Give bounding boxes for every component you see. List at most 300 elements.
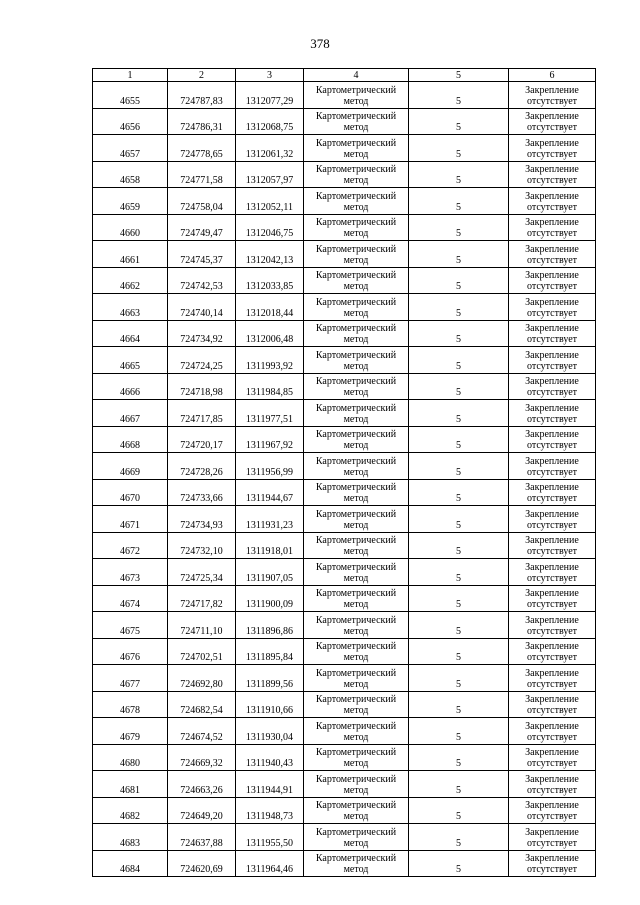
accuracy-cell: 5 [409, 294, 509, 321]
fixing-line: отсутствует [526, 413, 578, 425]
method-line: Картометрический [315, 349, 397, 361]
point-number-cell: 4677 [93, 665, 168, 692]
accuracy-cell: 5 [409, 744, 509, 771]
method-line: метод [343, 360, 369, 372]
y-coordinate-cell: 1311967,92 [236, 426, 304, 453]
accuracy-cell: 5 [409, 824, 509, 851]
x-coordinate-cell: 724711,10 [168, 612, 236, 639]
accuracy-cell: 5 [409, 506, 509, 533]
method-cell [304, 744, 409, 771]
accuracy-cell: 5 [409, 665, 509, 692]
x-coordinate-cell: 724720,17 [168, 426, 236, 453]
x-coordinate-cell: 724663,26 [168, 771, 236, 798]
method-line: Картометрический [315, 641, 397, 652]
point-number-cell: 4673 [93, 559, 168, 586]
method-line: метод [343, 546, 369, 557]
y-coordinate-cell: 1311896,86 [236, 612, 304, 639]
accuracy-cell: 5 [409, 718, 509, 745]
fixing-line: Закрепление [525, 376, 579, 387]
method-cell [304, 320, 409, 347]
method-cell [304, 82, 409, 109]
fixing-cell [509, 108, 596, 135]
table-row [93, 373, 596, 400]
point-number-cell: 4681 [93, 771, 168, 798]
accuracy-cell: 5 [409, 585, 509, 612]
method-line: Картометрический [315, 402, 397, 414]
point-number-cell: 4670 [93, 479, 168, 506]
fixing-line: отсутствует [526, 758, 578, 769]
method-cell [304, 797, 409, 824]
point-number-cell: 4680 [93, 744, 168, 771]
fixing-line: отсутствует [526, 625, 578, 637]
x-coordinate-cell: 724771,58 [168, 161, 236, 188]
fixing-line: отсутствует [526, 784, 578, 796]
y-coordinate-cell: 1311930,04 [236, 718, 304, 745]
method-line: Картометрический [315, 720, 397, 732]
method-cell [304, 400, 409, 427]
x-coordinate-cell: 724692,80 [168, 665, 236, 692]
fixing-line: Закрепление [525, 614, 579, 626]
x-coordinate-cell: 724728,26 [168, 453, 236, 480]
point-number-cell: 4676 [93, 638, 168, 665]
point-number-cell: 4671 [93, 506, 168, 533]
table-row [93, 241, 596, 268]
point-number-cell: 4682 [93, 797, 168, 824]
table-row [93, 612, 596, 639]
y-coordinate-cell: 1311910,66 [236, 691, 304, 718]
method-line: метод [343, 625, 369, 637]
method-line: Картометрический [315, 694, 397, 705]
method-line: Картометрический [315, 323, 397, 334]
fixing-line: отсутствует [526, 360, 578, 372]
y-coordinate-cell: 1312061,32 [236, 135, 304, 162]
accuracy-cell: 5 [409, 135, 509, 162]
method-line: метод [343, 466, 369, 478]
fixing-line: Закрепление [525, 349, 579, 361]
accuracy-cell: 5 [409, 850, 509, 877]
coordinates-table [92, 68, 596, 877]
method-line: метод [343, 95, 369, 107]
method-line: метод [343, 334, 369, 345]
method-line: метод [343, 175, 369, 186]
accuracy-cell: 5 [409, 214, 509, 241]
table-row [93, 771, 596, 798]
point-number-cell: 4656 [93, 108, 168, 135]
fixing-line: Закрепление [525, 455, 579, 467]
x-coordinate-cell: 724745,37 [168, 241, 236, 268]
point-number-cell: 4675 [93, 612, 168, 639]
fixing-line: Закрепление [525, 694, 579, 705]
fixing-cell [509, 294, 596, 321]
fixing-line: Закрепление [525, 429, 579, 440]
method-line: Картометрический [315, 535, 397, 546]
table-row [93, 214, 596, 241]
fixing-line: отсутствует [526, 148, 578, 160]
fixing-cell [509, 638, 596, 665]
point-number-cell: 4667 [93, 400, 168, 427]
method-cell [304, 665, 409, 692]
x-coordinate-cell: 724742,53 [168, 267, 236, 294]
method-cell [304, 532, 409, 559]
method-line: Картометрический [315, 376, 397, 387]
fixing-line: Закрепление [525, 270, 579, 281]
fixing-line: отсутствует [526, 519, 578, 531]
method-cell [304, 214, 409, 241]
x-coordinate-cell: 724749,47 [168, 214, 236, 241]
y-coordinate-cell: 1311955,50 [236, 824, 304, 851]
method-line: метод [343, 148, 369, 160]
method-line: метод [343, 281, 369, 292]
method-line: метод [343, 758, 369, 769]
fixing-cell [509, 612, 596, 639]
fixing-line: Закрепление [525, 667, 579, 679]
method-cell [304, 241, 409, 268]
method-line: метод [343, 122, 369, 133]
method-cell [304, 108, 409, 135]
fixing-cell [509, 718, 596, 745]
x-coordinate-cell: 724674,52 [168, 718, 236, 745]
method-line: метод [343, 652, 369, 663]
method-line: Картометрический [315, 800, 397, 811]
table-row [93, 82, 596, 109]
fixing-line: отсутствует [526, 546, 578, 557]
accuracy-cell: 5 [409, 426, 509, 453]
method-line: Картометрический [315, 455, 397, 467]
x-coordinate-cell: 724682,54 [168, 691, 236, 718]
y-coordinate-cell: 1311895,84 [236, 638, 304, 665]
method-line: метод [343, 572, 369, 584]
table-row [93, 135, 596, 162]
table-row [93, 347, 596, 374]
y-coordinate-cell: 1312018,44 [236, 294, 304, 321]
fixing-line: отсутствует [526, 652, 578, 663]
accuracy-cell: 5 [409, 691, 509, 718]
fixing-cell [509, 267, 596, 294]
fixing-line: Закрепление [525, 641, 579, 652]
table-header-row [93, 69, 596, 82]
method-line: метод [343, 599, 369, 610]
fixing-line: отсутствует [526, 837, 578, 849]
fixing-cell [509, 214, 596, 241]
y-coordinate-cell: 1312068,75 [236, 108, 304, 135]
point-number-cell: 4655 [93, 82, 168, 109]
x-coordinate-cell: 724620,69 [168, 850, 236, 877]
table-row [93, 400, 596, 427]
table-row [93, 797, 596, 824]
accuracy-cell: 5 [409, 267, 509, 294]
accuracy-cell: 5 [409, 373, 509, 400]
method-cell [304, 850, 409, 877]
method-line: метод [343, 811, 369, 822]
fixing-line: отсутствует [526, 175, 578, 186]
page-number: 378 [310, 36, 330, 51]
fixing-cell [509, 426, 596, 453]
column-header-1: 1 [93, 69, 168, 82]
method-line: метод [343, 387, 369, 398]
fixing-line: отсутствует [526, 811, 578, 822]
table-row [93, 691, 596, 718]
point-number-cell: 4662 [93, 267, 168, 294]
method-cell [304, 612, 409, 639]
y-coordinate-cell: 1312077,29 [236, 82, 304, 109]
accuracy-cell: 5 [409, 320, 509, 347]
table-row [93, 453, 596, 480]
fixing-cell [509, 532, 596, 559]
point-number-cell: 4660 [93, 214, 168, 241]
method-cell [304, 691, 409, 718]
fixing-cell [509, 400, 596, 427]
method-cell [304, 771, 409, 798]
method-cell [304, 135, 409, 162]
fixing-line: отсутствует [526, 705, 578, 716]
method-line: Картометрический [315, 217, 397, 228]
fixing-line: Закрепление [525, 720, 579, 732]
column-header-4: 4 [304, 69, 409, 82]
method-line: Картометрический [315, 508, 397, 520]
point-number-cell: 4672 [93, 532, 168, 559]
method-cell [304, 453, 409, 480]
point-number-cell: 4663 [93, 294, 168, 321]
y-coordinate-cell: 1311940,43 [236, 744, 304, 771]
fixing-cell [509, 797, 596, 824]
method-line: метод [343, 864, 369, 875]
y-coordinate-cell: 1311918,01 [236, 532, 304, 559]
fixing-cell [509, 135, 596, 162]
fixing-line: Закрепление [525, 402, 579, 414]
point-number-cell: 4659 [93, 188, 168, 215]
fixing-line: отсутствует [526, 95, 578, 107]
method-line: метод [343, 731, 369, 743]
accuracy-cell: 5 [409, 771, 509, 798]
fixing-line: отсутствует [526, 201, 578, 213]
fixing-line: Закрепление [525, 482, 579, 493]
method-line: метод [343, 307, 369, 319]
accuracy-cell: 5 [409, 400, 509, 427]
fixing-line: отсутствует [526, 387, 578, 398]
fixing-line: отсутствует [526, 440, 578, 451]
x-coordinate-cell: 724733,66 [168, 479, 236, 506]
method-line: Картометрический [315, 588, 397, 599]
fixing-line: отсутствует [526, 864, 578, 875]
x-coordinate-cell: 724786,31 [168, 108, 236, 135]
x-coordinate-cell: 724718,98 [168, 373, 236, 400]
x-coordinate-cell: 724734,92 [168, 320, 236, 347]
x-coordinate-cell: 724637,88 [168, 824, 236, 851]
method-line: метод [343, 705, 369, 716]
method-line: Картометрический [315, 164, 397, 175]
x-coordinate-cell: 724649,20 [168, 797, 236, 824]
point-number-cell: 4684 [93, 850, 168, 877]
table-row [93, 108, 596, 135]
x-coordinate-cell: 724778,65 [168, 135, 236, 162]
method-cell [304, 638, 409, 665]
table-row [93, 320, 596, 347]
method-line: Картометрический [315, 270, 397, 281]
method-cell [304, 824, 409, 851]
point-number-cell: 4674 [93, 585, 168, 612]
method-cell [304, 479, 409, 506]
y-coordinate-cell: 1311900,09 [236, 585, 304, 612]
fixing-line: Закрепление [525, 243, 579, 255]
x-coordinate-cell: 724787,83 [168, 82, 236, 109]
x-coordinate-cell: 724717,85 [168, 400, 236, 427]
fixing-line: Закрепление [525, 508, 579, 520]
fixing-line: Закрепление [525, 747, 579, 758]
column-header-5: 5 [409, 69, 509, 82]
fixing-cell [509, 188, 596, 215]
method-line: Картометрический [315, 826, 397, 838]
fixing-line: Закрепление [525, 561, 579, 573]
fixing-cell [509, 479, 596, 506]
fixing-line: Закрепление [525, 164, 579, 175]
fixing-line: Закрепление [525, 588, 579, 599]
point-number-cell: 4679 [93, 718, 168, 745]
fixing-line: отсутствует [526, 493, 578, 504]
point-number-cell: 4661 [93, 241, 168, 268]
point-number-cell: 4664 [93, 320, 168, 347]
accuracy-cell: 5 [409, 453, 509, 480]
fixing-line: Закрепление [525, 84, 579, 96]
point-number-cell: 4657 [93, 135, 168, 162]
x-coordinate-cell: 724669,32 [168, 744, 236, 771]
table-row [93, 479, 596, 506]
fixing-line: отсутствует [526, 678, 578, 690]
table-row [93, 188, 596, 215]
fixing-line: Закрепление [525, 773, 579, 785]
accuracy-cell: 5 [409, 161, 509, 188]
method-line: Картометрический [315, 243, 397, 255]
accuracy-cell: 5 [409, 532, 509, 559]
fixing-cell [509, 691, 596, 718]
accuracy-cell: 5 [409, 241, 509, 268]
method-line: метод [343, 678, 369, 690]
method-line: Картометрический [315, 747, 397, 758]
y-coordinate-cell: 1312046,75 [236, 214, 304, 241]
column-header-6: 6 [509, 69, 596, 82]
y-coordinate-cell: 1311944,91 [236, 771, 304, 798]
fixing-cell [509, 320, 596, 347]
method-cell [304, 559, 409, 586]
fixing-line: отсутствует [526, 228, 578, 239]
y-coordinate-cell: 1311956,99 [236, 453, 304, 480]
fixing-line: отсутствует [526, 254, 578, 266]
fixing-line: Закрепление [525, 296, 579, 308]
x-coordinate-cell: 724732,10 [168, 532, 236, 559]
fixing-line: отсутствует [526, 599, 578, 610]
accuracy-cell: 5 [409, 612, 509, 639]
fixing-line: отсутствует [526, 731, 578, 743]
fixing-line: Закрепление [525, 111, 579, 122]
fixing-line: Закрепление [525, 853, 579, 864]
x-coordinate-cell: 724740,14 [168, 294, 236, 321]
fixing-cell [509, 824, 596, 851]
y-coordinate-cell: 1311907,05 [236, 559, 304, 586]
point-number-cell: 4668 [93, 426, 168, 453]
fixing-line: Закрепление [525, 323, 579, 334]
method-cell [304, 585, 409, 612]
fixing-line: Закрепление [525, 137, 579, 149]
accuracy-cell: 5 [409, 559, 509, 586]
table-row [93, 506, 596, 533]
method-line: метод [343, 837, 369, 849]
method-line: Картометрический [315, 137, 397, 149]
fixing-cell [509, 241, 596, 268]
point-number-cell: 4678 [93, 691, 168, 718]
fixing-cell [509, 82, 596, 109]
method-line: Картометрический [315, 84, 397, 96]
accuracy-cell: 5 [409, 188, 509, 215]
table-row [93, 426, 596, 453]
table-row [93, 638, 596, 665]
table-row [93, 559, 596, 586]
fixing-cell [509, 506, 596, 533]
y-coordinate-cell: 1312042,13 [236, 241, 304, 268]
fixing-cell [509, 347, 596, 374]
y-coordinate-cell: 1312057,97 [236, 161, 304, 188]
table-body [93, 82, 596, 877]
y-coordinate-cell: 1311944,67 [236, 479, 304, 506]
x-coordinate-cell: 724724,25 [168, 347, 236, 374]
y-coordinate-cell: 1312006,48 [236, 320, 304, 347]
method-line: метод [343, 254, 369, 266]
method-cell [304, 188, 409, 215]
method-line: Картометрический [315, 296, 397, 308]
accuracy-cell: 5 [409, 82, 509, 109]
fixing-cell [509, 559, 596, 586]
fixing-cell [509, 771, 596, 798]
x-coordinate-cell: 724725,34 [168, 559, 236, 586]
point-number-cell: 4669 [93, 453, 168, 480]
fixing-line: Закрепление [525, 190, 579, 202]
y-coordinate-cell: 1312033,85 [236, 267, 304, 294]
method-cell [304, 506, 409, 533]
method-cell [304, 294, 409, 321]
y-coordinate-cell: 1311977,51 [236, 400, 304, 427]
table-row [93, 665, 596, 692]
table-row [93, 850, 596, 877]
fixing-cell [509, 373, 596, 400]
method-line: метод [343, 413, 369, 425]
method-line: метод [343, 228, 369, 239]
y-coordinate-cell: 1311948,73 [236, 797, 304, 824]
fixing-cell [509, 161, 596, 188]
point-number-cell: 4666 [93, 373, 168, 400]
fixing-cell [509, 850, 596, 877]
method-line: Картометрический [315, 853, 397, 864]
method-line: метод [343, 784, 369, 796]
method-cell [304, 267, 409, 294]
accuracy-cell: 5 [409, 479, 509, 506]
fixing-cell [509, 744, 596, 771]
method-line: Картометрический [315, 773, 397, 785]
y-coordinate-cell: 1311899,56 [236, 665, 304, 692]
method-line: метод [343, 519, 369, 531]
fixing-line: Закрепление [525, 217, 579, 228]
accuracy-cell: 5 [409, 347, 509, 374]
y-coordinate-cell: 1311931,23 [236, 506, 304, 533]
method-line: метод [343, 201, 369, 213]
accuracy-cell: 5 [409, 638, 509, 665]
table-row [93, 585, 596, 612]
fixing-line: отсутствует [526, 307, 578, 319]
fixing-cell [509, 585, 596, 612]
point-number-cell: 4658 [93, 161, 168, 188]
y-coordinate-cell: 1311964,46 [236, 850, 304, 877]
table-row [93, 294, 596, 321]
fixing-line: отсутствует [526, 122, 578, 133]
method-line: Картометрический [315, 482, 397, 493]
method-line: Картометрический [315, 667, 397, 679]
